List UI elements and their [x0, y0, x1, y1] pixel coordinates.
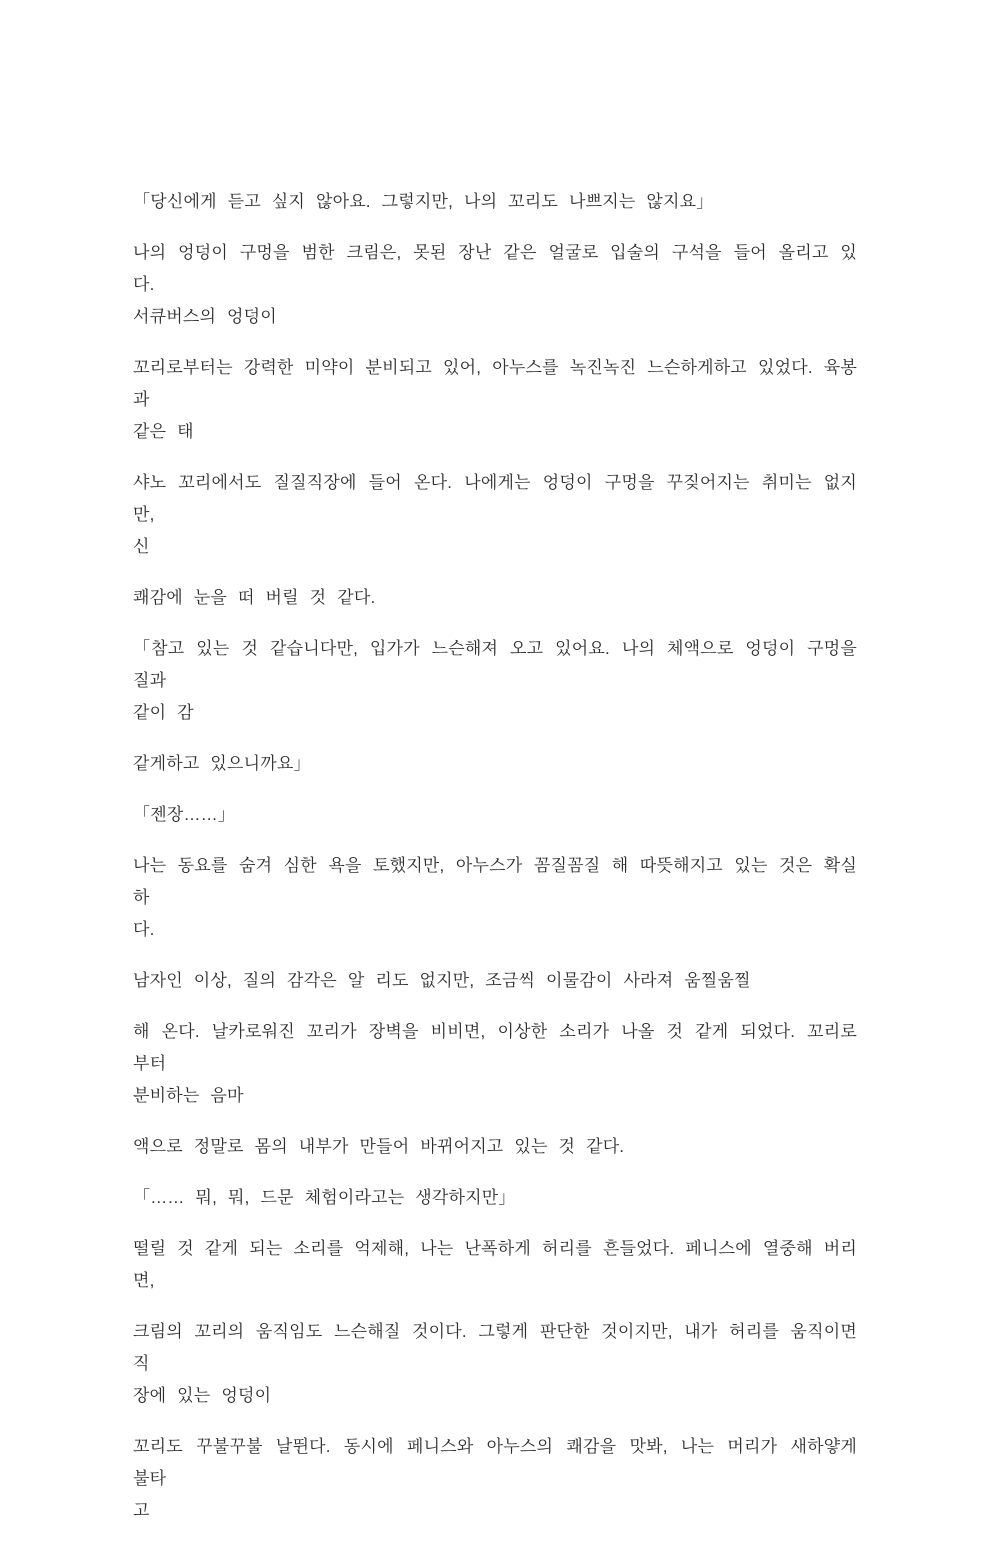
- text-line: 「…… 뭐, 뭐, 드문 체험이라고는 생각하지만」: [133, 1188, 516, 1207]
- document-page: [133, 186, 857, 1546]
- paragraph: [133, 352, 857, 448]
- paragraph: [133, 186, 857, 218]
- text-line: 액으로 정말로 몸의 내부가 만들어 바뀌어지고 있는 것 같다.: [133, 1137, 625, 1156]
- paragraph: [133, 237, 857, 333]
- text-line: 떨릴 것 같게 되는 소리를 억제해, 나는 난폭하게 허리를 흔들었다. 페니스에 열중해 버리면,: [133, 1239, 857, 1290]
- paragraph: [133, 1316, 857, 1412]
- text-line: 「참고 있는 것 같습니다만, 입가가 느슨해져 오고 있어요. 나의 체액으로 엉덩이 구멍을 질과: [133, 639, 857, 690]
- text-line: 장에 있는 엉덩이: [133, 1386, 272, 1405]
- paragraph: [133, 748, 857, 780]
- text-line: 서큐버스의 엉덩이: [133, 307, 277, 326]
- text-line: 해 온다. 날카로워진 꼬리가 장벽을 비비면, 이상한 소리가 나올 것 같게 되었다. 꼬리로부터: [133, 1022, 857, 1073]
- text-line: 나는 동요를 숨겨 심한 욕을 토했지만, 아누스가 꼼질꼼질 해 따뜻해지고 있는 것은 확실하: [133, 856, 857, 907]
- paragraph: [133, 1131, 857, 1163]
- text-line: 다.: [133, 920, 155, 939]
- paragraph: [133, 467, 857, 563]
- paragraph: [133, 1431, 857, 1527]
- paragraph: [133, 1233, 857, 1297]
- text-line: 샤노 꼬리에서도 질질직장에 들어 온다. 나에게는 엉덩이 구멍을 꾸짖어지는 취미는 없지만,: [133, 473, 857, 524]
- paragraph: [133, 965, 857, 997]
- paragraph: [133, 582, 857, 614]
- text-line: 같이 감: [133, 703, 194, 722]
- text-line: 같은 태: [133, 422, 194, 441]
- text-line: 꼬리도 꾸불꾸불 날뛴다. 동시에 페니스와 아누스의 쾌감을 맛봐, 나는 머리가 새하얗게 불타: [133, 1437, 857, 1488]
- text-line: 크림의 꼬리의 움직임도 느슨해질 것이다. 그렇게 판단한 것이지만, 내가 허리를 움직이면 직: [133, 1322, 857, 1373]
- text-line: 고: [133, 1501, 150, 1520]
- text-line: 남자인 이상, 질의 감각은 알 리도 없지만, 조금씩 이물감이 사라져 움찔움찔: [133, 971, 751, 990]
- text-line: 「당신에게 듣고 싶지 않아요. 그렇지만, 나의 꼬리도 나쁘지는 않지요」: [133, 192, 714, 211]
- text-line: 쾌감에 눈을 떠 버릴 것 같다.: [133, 588, 376, 607]
- text-line: 같게하고 있으니까요」: [133, 754, 311, 773]
- paragraph: [133, 633, 857, 729]
- text-line: 분비하는 음마: [133, 1086, 244, 1105]
- paragraph: [133, 1182, 857, 1214]
- paragraph: [133, 850, 857, 946]
- text-line: 신: [133, 537, 150, 556]
- text-line: 나의 엉덩이 구멍을 범한 크림은, 못된 장난 같은 얼굴로 입술의 구석을 들어 올리고 있다.: [133, 243, 857, 294]
- paragraph: [133, 1016, 857, 1112]
- text-line: 「젠장……」: [133, 805, 236, 824]
- text-line: 꼬리로부터는 강력한 미약이 분비되고 있어, 아누스를 녹진녹진 느슨하게하고 있었다. 육봉과: [133, 358, 857, 409]
- paragraph: [133, 799, 857, 831]
